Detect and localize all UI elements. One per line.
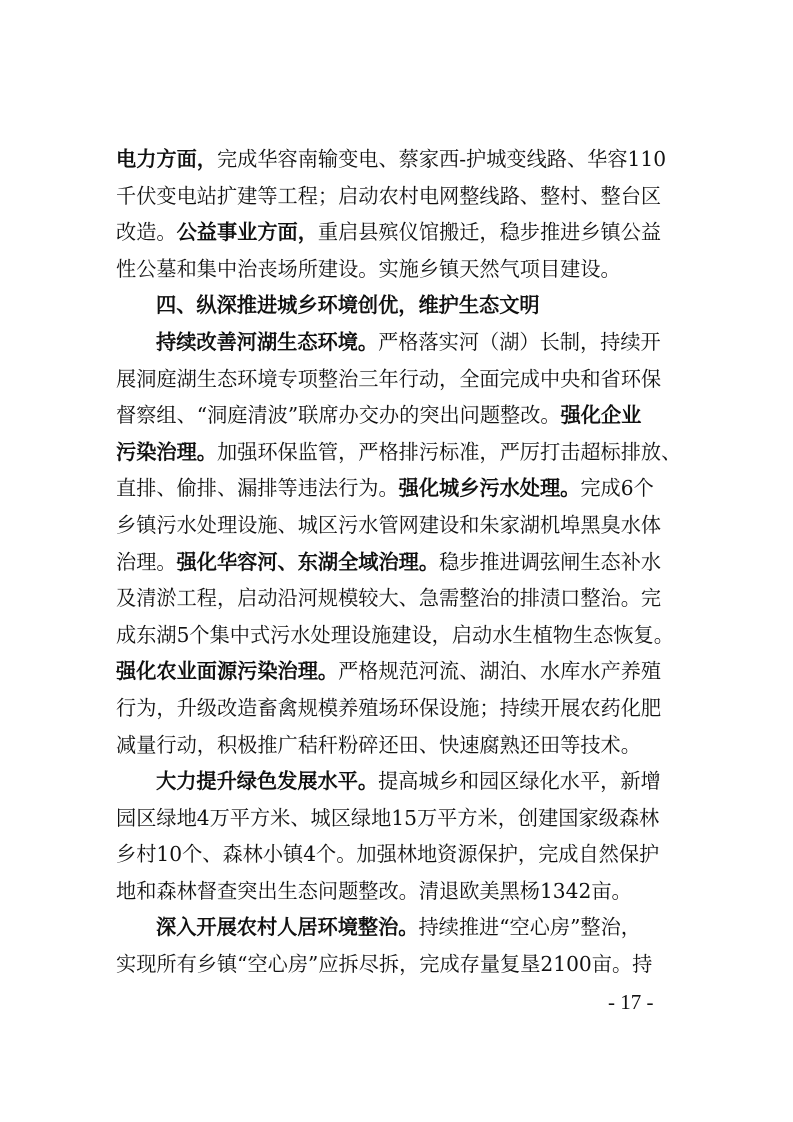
text-line bbox=[116, 800, 682, 837]
text-run: 提高城乡和园区绿化水平，新增 bbox=[378, 769, 661, 794]
text-line bbox=[116, 251, 682, 288]
text-line bbox=[116, 946, 682, 983]
text-run: 实现所有乡镇“空心房”应拆尽拆，完成存量复垦2100亩。持 bbox=[116, 952, 653, 977]
bold-phrase: 强化城乡污水处理。 bbox=[398, 476, 581, 501]
text-run: 稳步推进调弦闸生态补水 bbox=[439, 549, 662, 574]
bold-phrase: 公益事业方面， bbox=[176, 220, 318, 245]
body-text bbox=[116, 141, 682, 983]
text-run: 完成6个 bbox=[580, 476, 654, 501]
bold-phrase: 电力方面， bbox=[116, 147, 217, 171]
text-run: 督察组、“洞庭清波”联席办交办的突出问题整改。 bbox=[116, 403, 561, 428]
text-line bbox=[116, 617, 682, 654]
text-line bbox=[116, 141, 682, 178]
text-run: 千伏变电站扩建等工程；启动农村电网整线路、整村、整台区 bbox=[116, 183, 662, 208]
text-run: 加强环保监管，严格排污标准，严厉打击超标排放、 bbox=[216, 439, 682, 464]
text-line bbox=[116, 324, 682, 361]
text-run: 完成华容南输变电、蔡家西-护城变线路、华容110 bbox=[216, 147, 667, 171]
text-line bbox=[116, 653, 682, 690]
text-line bbox=[116, 434, 682, 471]
text-line bbox=[116, 836, 682, 873]
text-run: 严格落实河（湖）长制，持续开 bbox=[378, 329, 661, 354]
bold-phrase: 持续改善河湖生态环境。 bbox=[156, 329, 379, 354]
text-line bbox=[116, 873, 682, 910]
text-run: 地和森林督查突出生态问题整改。清退欧美黑杨1342亩。 bbox=[116, 878, 632, 903]
text-line bbox=[116, 727, 682, 764]
text-line bbox=[116, 178, 682, 215]
text-run: 及清淤工程，启动沿河规模较大、急需整治的排渍口整治。完 bbox=[116, 586, 662, 611]
bold-phrase: 强化华容河、东湖全域治理。 bbox=[176, 549, 440, 574]
text-run: 展洞庭湖生态环境专项整治三年行动，全面完成中央和省环保 bbox=[116, 366, 662, 391]
text-run: 持续推进“空心房”整治， bbox=[418, 915, 641, 940]
section-heading bbox=[116, 287, 682, 324]
bold-phrase: 污染治理。 bbox=[116, 439, 217, 464]
text-line bbox=[116, 507, 682, 544]
bold-phrase: 四、纵深推进城乡环境创优，维护生态文明 bbox=[156, 293, 540, 318]
text-line bbox=[116, 214, 682, 251]
text-run: 性公墓和集中治丧场所建设。实施乡镇天然气项目建设。 bbox=[116, 256, 621, 281]
text-run: 成东湖5个集中式污水处理设施建设，启动水生植物生态恢复。 bbox=[116, 622, 674, 647]
text-run: 重启县殡仪馆搬迁，稳步推进乡镇公益 bbox=[317, 220, 662, 245]
text-line bbox=[116, 909, 682, 946]
bold-phrase: 深入开展农村人居环境整治。 bbox=[156, 915, 419, 940]
text-run: 行为，升级改造畜禽规模养殖场环保设施；持续开展农药化肥 bbox=[116, 695, 662, 720]
text-run: 园区绿地4万平方米、城区绿地15万平方米，创建国家级森林 bbox=[116, 805, 660, 830]
text-run: 严格规范河流、湖泊、水库水产养殖 bbox=[338, 659, 662, 684]
bold-phrase: 强化企业 bbox=[560, 403, 642, 428]
text-line bbox=[116, 690, 682, 727]
bold-phrase: 强化农业面源污染治理。 bbox=[116, 659, 339, 684]
bold-phrase: 大力提升绿色发展水平。 bbox=[156, 769, 379, 794]
page-number: - 17 - bbox=[608, 990, 654, 1014]
text-run: 乡镇污水处理设施、城区污水管网建设和朱家湖机埠黑臭水体 bbox=[116, 512, 662, 537]
text-line bbox=[116, 361, 682, 398]
text-run: 减量行动，积极推广秸秆粉碎还田、快速腐熟还田等技术。 bbox=[116, 732, 641, 757]
text-run: 改造。 bbox=[116, 220, 177, 245]
text-run: 直排、偷排、漏排等违法行为。 bbox=[116, 476, 399, 501]
text-line bbox=[116, 397, 682, 434]
text-line bbox=[116, 470, 682, 507]
text-run: 乡村10个、森林小镇4个。加强林地资源保护，完成自然保护 bbox=[116, 842, 660, 867]
text-line bbox=[116, 544, 682, 581]
text-line bbox=[116, 763, 682, 800]
text-run: 治理。 bbox=[116, 549, 177, 574]
text-line bbox=[116, 580, 682, 617]
